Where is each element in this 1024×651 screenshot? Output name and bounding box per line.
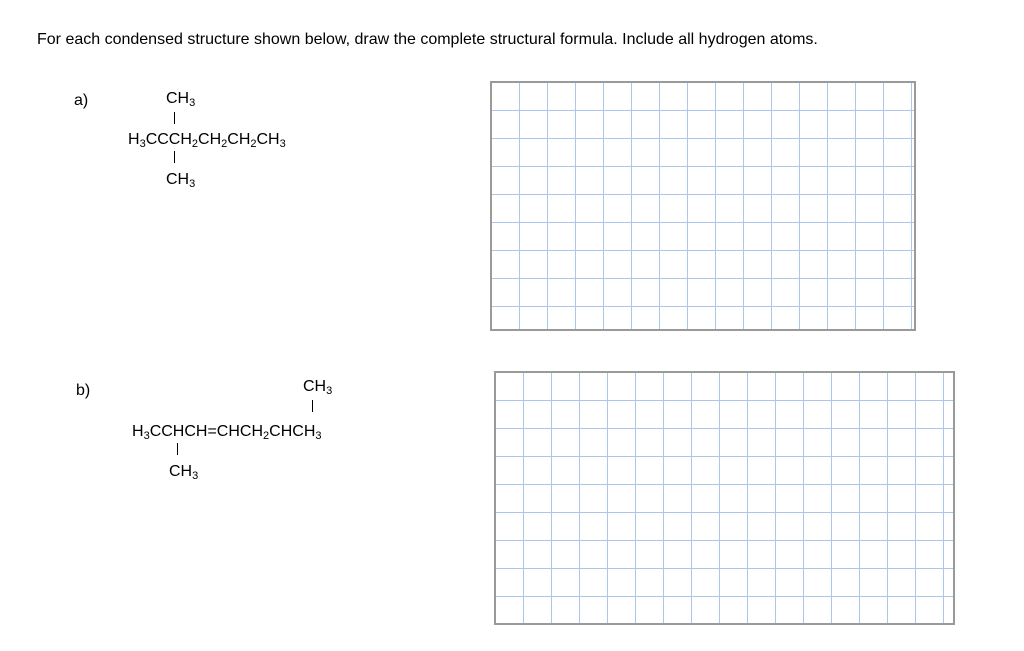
part-b-top-methyl: $CH_3$ (303, 378, 333, 397)
instructions-text: For each condensed structure shown below, draw the complete structural formula. Include all hydrogen atoms. (37, 31, 818, 48)
part-b-bottom-methyl: $CH_3$ (169, 463, 199, 482)
part-a-label: a) (74, 92, 89, 109)
part-a-bottom-bond (174, 151, 175, 163)
part-b-drawing-grid[interactable] (494, 371, 955, 625)
part-a-main-chain: $H_3CCCH_2CH_2CH_2CH_3$ (128, 131, 286, 150)
part-a-top-bond (174, 112, 175, 124)
part-a-top-methyl: $CH_3$ (166, 90, 196, 109)
part-a-drawing-grid[interactable] (490, 81, 916, 331)
part-b-top-bond (312, 400, 313, 412)
part-a-bottom-methyl: $CH_3$ (166, 171, 196, 190)
part-b-label: b) (76, 382, 91, 399)
part-b-bottom-bond (177, 443, 178, 455)
part-b-main-chain: $H_3CCHCH=CHCH_2CHCH_3$ (132, 423, 322, 442)
